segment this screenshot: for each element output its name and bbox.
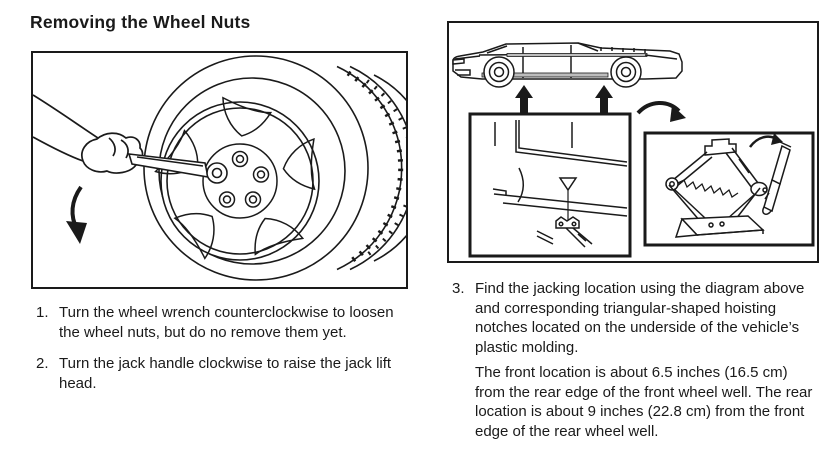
- scissor-jack-inset: [645, 133, 813, 245]
- wheel-wrench-drawing: [33, 53, 406, 287]
- step-2: [36, 354, 408, 393]
- step-1: [36, 303, 408, 342]
- left-steps-list: [36, 303, 408, 393]
- page-title: Removing the Wheel Nuts: [30, 12, 251, 32]
- step-3-detail: The front location is about 6.5 inches (16.5 cm) from the rear edge of the front wheel well. The rear location is about 9 inches (22.8 cm) from the front edge of the rear wheel well.: [475, 364, 813, 440]
- wheel-wrench-illustration: [31, 51, 408, 289]
- hand-and-arm: [33, 95, 143, 173]
- rear-jacking-point-arrow: [595, 85, 613, 114]
- right-steps-list: [452, 279, 818, 441]
- front-jacking-point-arrow: [515, 85, 533, 114]
- counterclockwise-arrow: [66, 187, 87, 244]
- step-3-text: Find the jacking location using the diagram above and corresponding triangular-shaped hoisting notches located on the underside of the vehicle’s plastic molding.: [475, 280, 805, 356]
- car-side-view: [453, 43, 682, 87]
- step-1-number: 1.: [36, 304, 49, 321]
- rocker-panel-notch-inset: [470, 114, 630, 256]
- jacking-location-drawing: [449, 23, 817, 261]
- step-1-text: Turn the wheel wrench counterclockwise to loosen the wheel nuts, but do no remove them yet.: [59, 304, 394, 341]
- zoom-curved-arrow: [638, 103, 686, 122]
- step-2-text: Turn the jack handle clockwise to raise the jack lift head.: [59, 355, 392, 392]
- step-2-number: 2.: [36, 355, 49, 372]
- jacking-location-illustration: [447, 21, 819, 263]
- step-3: [452, 279, 818, 357]
- step-3-number: 3.: [452, 280, 465, 297]
